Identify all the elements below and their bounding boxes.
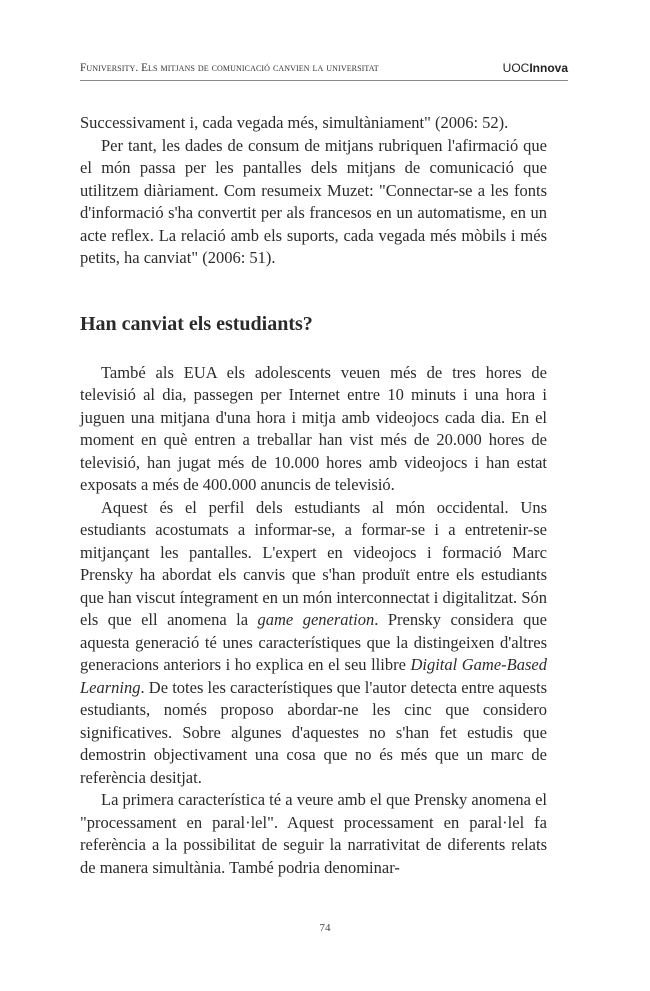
section-heading: Han canviat els estudiants? (80, 312, 313, 335)
header-rule (80, 80, 568, 81)
section-paragraph-2 (80, 497, 547, 790)
section-paragraph-2-part-b: . Prensky considera que aquesta generació té unes característiques que la distingeixen d'altres generacions anteriors i ho explica en el seu llibre (80, 610, 548, 674)
section-paragraph-1: També als EUA els adolescents veuen més de tres hores de televisió al dia, passegen per Internet entre 10 minuts i una hora i juguen una mitjana d'una hora i mitja amb videojocs cada dia. En el moment en què entren a treballar han vist més de 20.000 hores de televisió, han jugat més de 10.000 hores amb videojocs i han estat exposats a més de 400.000 anuncis de televisió. (80, 362, 547, 494)
book-title: Digital Game-Based Learning (80, 655, 547, 697)
page-body (80, 112, 547, 879)
uoc-innova-logo (503, 61, 568, 75)
intro-paragraph-2: Per tant, les dades de consum de mitjans rubriquen l'afirmació que el món passa per les pantalles dels mitjans de comunicació que utilitzem diàriament. Com resumeix Muzet: "Connectar-se a les fonts d'informació s'ha convertit per als francesos en un automatisme, en un acte reflex. La relació amb els suports, cada vegada més mòbils i més petits, ha canviat" (2006: 51). (80, 135, 547, 267)
page-header (80, 58, 568, 80)
game-generation-term: game generation (257, 610, 375, 629)
running-title: Funiversity. Els mitjans de comunicació canvien la universitat (80, 62, 379, 74)
brand-innova: Innova (529, 61, 568, 75)
page-number: 74 (319, 922, 331, 934)
section-paragraph-2-part-a: Aquest és el perfil dels estudiants al món occidental. Uns estudiants acostumats a informar-se, a formar-se i a entretenir-se mitjançant les pantalles. L'expert en videojocs i formació Marc Prensky ha abordat els canvis que s'han produït entre els estudiants que han viscut íntegrament en un món interconnectat i digitalitzat. Són els que ell anomena la (80, 497, 547, 629)
section-paragraph-2-part-c: . De totes les característiques que l'autor detecta entre aquests estudiants, només proposo abordar-ne les cinc que considero significatives. Sobre algunes d'aquestes no s'han fet estudis que demostrin objectivament una cosa que no és més que un marc de referència desitjat. (80, 677, 547, 787)
brand-uoc: UOC (502, 61, 530, 75)
section-paragraph-3: La primera característica té a veure amb el que Prensky anomena el "processament en paral·lel". Aquest processament en paral·lel fa referència a la possibilitat de seguir la narrativitat de diferents relats de manera simultània. També podria denominar- (80, 790, 547, 877)
intro-paragraph-1: Successivament i, cada vegada més, simultàniament" (2006: 52). (80, 113, 509, 132)
